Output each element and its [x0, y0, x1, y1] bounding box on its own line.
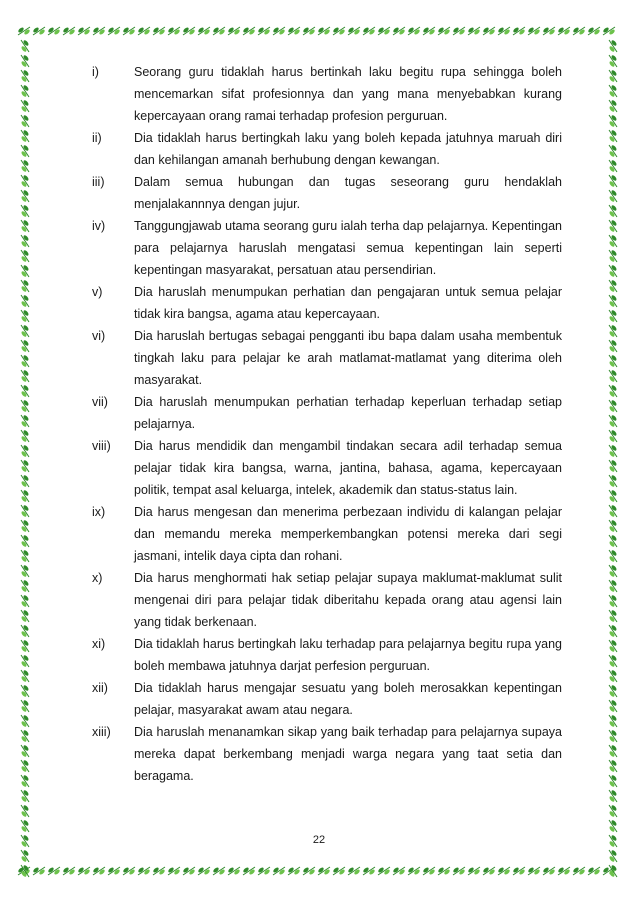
leaf-icon: [21, 489, 30, 502]
item-number: xi): [92, 637, 106, 651]
leaf-icon: [609, 429, 618, 442]
leaf-icon: [21, 279, 30, 292]
leaf-icon: [21, 744, 30, 757]
item-number: vii): [92, 395, 108, 409]
leaf-icon: [62, 27, 75, 36]
list-item: [92, 127, 562, 171]
item-text: Dia haruslah menanamkan sikap yang baik terhadap para pelajarnya supaya mereka dapat berkembang menjadi warga negara yang taat setia dan beragama.: [134, 725, 562, 783]
leaf-icon: [609, 744, 618, 757]
leaf-icon: [452, 867, 465, 876]
leaf-icon: [422, 27, 435, 36]
list-item: [92, 501, 562, 567]
leaf-icon: [227, 867, 240, 876]
leaf-icon: [609, 84, 618, 97]
leaf-icon: [137, 867, 150, 876]
leaf-icon: [609, 354, 618, 367]
leaf-icon: [21, 609, 30, 622]
leaf-icon: [21, 309, 30, 322]
leaf-icon: [21, 159, 30, 172]
leaf-icon: [21, 624, 30, 637]
leaf-icon: [227, 27, 240, 36]
item-number: iv): [92, 219, 106, 233]
leaf-icon: [609, 864, 618, 877]
leaf-icon: [467, 27, 480, 36]
leaf-icon: [609, 579, 618, 592]
leaf-icon: [572, 27, 585, 36]
leaf-icon: [609, 99, 618, 112]
leaf-icon: [317, 27, 330, 36]
leaf-icon: [152, 27, 165, 36]
page-number: 22: [312, 834, 326, 846]
leaf-icon: [21, 699, 30, 712]
leaf-icon: [377, 867, 390, 876]
leaf-icon: [242, 27, 255, 36]
decorative-leaf-border-top: [16, 22, 622, 40]
leaf-icon: [257, 27, 270, 36]
leaf-icon: [609, 459, 618, 472]
leaf-icon: [609, 819, 618, 832]
list-item: [92, 677, 562, 721]
leaf-icon: [21, 99, 30, 112]
leaf-icon: [21, 54, 30, 67]
leaf-icon: [21, 204, 30, 217]
leaf-icon: [21, 639, 30, 652]
list-item: [92, 567, 562, 633]
leaf-icon: [167, 867, 180, 876]
leaf-icon: [609, 444, 618, 457]
leaf-icon: [587, 867, 600, 876]
leaf-icon: [527, 867, 540, 876]
decorative-leaf-border-bottom: [16, 862, 622, 880]
leaf-icon: [609, 684, 618, 697]
leaf-icon: [557, 867, 570, 876]
leaf-icon: [609, 489, 618, 502]
leaf-icon: [21, 819, 30, 832]
leaf-icon: [497, 867, 510, 876]
leaf-icon: [21, 339, 30, 352]
leaf-icon: [21, 534, 30, 547]
leaf-icon: [197, 27, 210, 36]
leaf-icon: [609, 759, 618, 772]
leaf-icon: [21, 354, 30, 367]
leaf-icon: [437, 867, 450, 876]
leaf-icon: [609, 564, 618, 577]
leaf-icon: [482, 867, 495, 876]
leaf-icon: [302, 27, 315, 36]
leaf-icon: [21, 804, 30, 817]
leaf-icon: [21, 684, 30, 697]
leaf-icon: [212, 27, 225, 36]
list-item: [92, 215, 562, 281]
leaf-icon: [609, 609, 618, 622]
leaf-icon: [21, 189, 30, 202]
leaf-icon: [21, 144, 30, 157]
list-item: [92, 435, 562, 501]
leaf-icon: [21, 669, 30, 682]
leaf-icon: [21, 249, 30, 262]
leaf-icon: [21, 729, 30, 742]
item-text: Dia haruslah menumpukan perhatian terhadap keperluan terhadap setiap pelajarnya.: [134, 395, 562, 431]
leaf-icon: [21, 234, 30, 247]
leaf-icon: [609, 279, 618, 292]
leaf-icon: [21, 759, 30, 772]
leaf-icon: [557, 27, 570, 36]
leaf-icon: [362, 27, 375, 36]
item-number: xii): [92, 681, 108, 695]
decorative-leaf-border-left: [16, 22, 34, 880]
leaf-icon: [21, 219, 30, 232]
leaf-icon: [512, 867, 525, 876]
leaf-icon: [257, 867, 270, 876]
leaf-icon: [47, 27, 60, 36]
leaf-icon: [609, 549, 618, 562]
leaf-icon: [21, 594, 30, 607]
leaf-icon: [21, 369, 30, 382]
item-number: i): [92, 65, 99, 79]
item-number: vi): [92, 329, 106, 343]
leaf-icon: [609, 624, 618, 637]
leaf-icon: [21, 429, 30, 442]
leaf-icon: [609, 384, 618, 397]
leaf-icon: [609, 774, 618, 787]
leaf-icon: [609, 594, 618, 607]
leaf-icon: [512, 27, 525, 36]
list-item: [92, 61, 562, 127]
leaf-icon: [609, 309, 618, 322]
leaf-icon: [122, 867, 135, 876]
item-text: Dia harus menghormati hak setiap pelajar supaya maklumat-maklumat sulit mengenai diri para pelajar tidak diberitahu kepada orang atau agensi lain yang tidak berkenaan.: [134, 571, 562, 629]
leaf-icon: [272, 867, 285, 876]
leaf-icon: [609, 324, 618, 337]
item-number: xiii): [92, 725, 111, 739]
item-text: Dia haruslah bertugas sebagai pengganti ibu bapa dalam usaha membentuk tingkah laku para pelajar ke arah matlamat-matlamat yang diterima oleh masyarakat.: [134, 329, 562, 387]
leaf-icon: [317, 867, 330, 876]
leaf-icon: [609, 504, 618, 517]
leaf-icon: [609, 789, 618, 802]
leaf-icon: [347, 27, 360, 36]
leaf-icon: [107, 867, 120, 876]
leaf-icon: [21, 714, 30, 727]
leaf-icon: [21, 114, 30, 127]
leaf-icon: [92, 27, 105, 36]
leaf-icon: [21, 399, 30, 412]
leaf-icon: [609, 114, 618, 127]
leaf-icon: [609, 714, 618, 727]
leaf-icon: [167, 27, 180, 36]
leaf-icon: [609, 399, 618, 412]
leaf-icon: [21, 69, 30, 82]
leaf-icon: [347, 867, 360, 876]
leaf-icon: [437, 27, 450, 36]
leaf-icon: [609, 339, 618, 352]
leaf-icon: [302, 867, 315, 876]
item-text: Tanggungjawab utama seorang guru ialah terha dap pelajarnya. Kepentingan para pelajarnya haruslah mengatasi semua kepentingan lain seperti kepentingan masyarakat, persatuan atau persendirian.: [134, 219, 562, 277]
leaf-icon: [21, 264, 30, 277]
item-text: Dia tidaklah harus mengajar sesuatu yang boleh merosakkan kepentingan pelajar, masyarakat awam atau negara.: [134, 681, 562, 717]
leaf-icon: [609, 144, 618, 157]
leaf-icon: [572, 867, 585, 876]
item-text: Dia haruslah menumpukan perhatian dan pengajaran untuk semua pelajar tidak kira bangsa, agama atau kepercayaan.: [134, 285, 562, 321]
leaf-icon: [542, 27, 555, 36]
leaf-icon: [21, 774, 30, 787]
leaf-icon: [482, 27, 495, 36]
leaf-icon: [21, 654, 30, 667]
leaf-icon: [609, 534, 618, 547]
leaf-icon: [197, 867, 210, 876]
leaf-icon: [152, 867, 165, 876]
item-number: ii): [92, 131, 102, 145]
leaf-icon: [21, 459, 30, 472]
leaf-icon: [21, 864, 30, 877]
leaf-icon: [609, 414, 618, 427]
leaf-icon: [609, 204, 618, 217]
leaf-icon: [609, 69, 618, 82]
decorative-leaf-border-right: [604, 22, 622, 880]
leaf-icon: [77, 27, 90, 36]
item-number: ix): [92, 505, 106, 519]
leaf-icon: [21, 504, 30, 517]
leaf-icon: [407, 27, 420, 36]
leaf-icon: [609, 234, 618, 247]
leaf-icon: [422, 867, 435, 876]
list-item: [92, 281, 562, 325]
leaf-icon: [452, 27, 465, 36]
leaf-icon: [21, 414, 30, 427]
leaf-icon: [392, 867, 405, 876]
leaf-icon: [392, 27, 405, 36]
leaf-icon: [609, 189, 618, 202]
leaf-icon: [21, 384, 30, 397]
leaf-icon: [609, 654, 618, 667]
leaf-icon: [77, 867, 90, 876]
leaf-icon: [21, 129, 30, 142]
leaf-icon: [47, 867, 60, 876]
leaf-icon: [609, 669, 618, 682]
leaf-icon: [32, 27, 45, 36]
leaf-icon: [272, 27, 285, 36]
list-item: [92, 721, 562, 787]
leaf-icon: [137, 27, 150, 36]
item-text: Dia tidaklah harus bertingkah laku yang boleh kepada jatuhnya maruah diri dan kehilangan amanah berhubung dengan kewangan.: [134, 131, 562, 167]
leaf-icon: [497, 27, 510, 36]
item-text: Dia tidaklah harus bertingkah laku terhadap para pelajarnya begitu rupa yang boleh membawa jatuhnya darjat perfesion perguruan.: [134, 637, 562, 673]
leaf-icon: [609, 729, 618, 742]
leaf-icon: [609, 519, 618, 532]
leaf-icon: [609, 54, 618, 67]
list-item: [92, 171, 562, 215]
list-item: [92, 325, 562, 391]
leaf-icon: [21, 324, 30, 337]
leaf-icon: [609, 699, 618, 712]
leaf-icon: [21, 579, 30, 592]
leaf-icon: [609, 639, 618, 652]
list-item: [92, 391, 562, 435]
leaf-icon: [107, 27, 120, 36]
leaf-icon: [609, 804, 618, 817]
leaf-icon: [21, 564, 30, 577]
leaf-icon: [21, 519, 30, 532]
leaf-icon: [609, 39, 618, 52]
leaf-icon: [609, 249, 618, 262]
leaf-icon: [21, 549, 30, 562]
item-number: viii): [92, 439, 111, 453]
item-text: Dalam semua hubungan dan tugas seseorang guru hendaklah menjalakannnya dengan jujur.: [134, 175, 562, 211]
leaf-icon: [287, 867, 300, 876]
leaf-icon: [609, 129, 618, 142]
leaf-icon: [242, 867, 255, 876]
item-number: x): [92, 571, 103, 585]
leaf-icon: [609, 159, 618, 172]
leaf-icon: [122, 27, 135, 36]
leaf-icon: [62, 867, 75, 876]
leaf-icon: [609, 849, 618, 862]
leaf-icon: [182, 867, 195, 876]
leaf-icon: [332, 867, 345, 876]
leaf-icon: [32, 867, 45, 876]
leaf-icon: [21, 84, 30, 97]
leaf-icon: [407, 867, 420, 876]
leaf-icon: [467, 867, 480, 876]
leaf-icon: [21, 789, 30, 802]
leaf-icon: [587, 27, 600, 36]
leaf-icon: [609, 264, 618, 277]
leaf-icon: [182, 27, 195, 36]
leaf-icon: [609, 174, 618, 187]
leaf-icon: [609, 294, 618, 307]
leaf-icon: [21, 294, 30, 307]
leaf-icon: [362, 867, 375, 876]
item-text: Seorang guru tidaklah harus bertinkah laku begitu rupa sehingga boleh mencemarkan sifat profesionnya dan yang mana menyebabkan kurang kepercayaan orang ramai terhadap profesion perguruan.: [134, 65, 562, 123]
item-number: iii): [92, 175, 105, 189]
leaf-icon: [332, 27, 345, 36]
leaf-icon: [21, 849, 30, 862]
leaf-icon: [377, 27, 390, 36]
leaf-icon: [21, 444, 30, 457]
leaf-icon: [609, 474, 618, 487]
item-number: v): [92, 285, 103, 299]
item-text: Dia harus mendidik dan mengambil tindakan secara adil terhadap semua pelajar tidak kira bangsa, warna, jantina, bahasa, agama, kepercayaan politik, tempat asal keluarga, intelek, akademik dan status-status lain.: [134, 439, 562, 497]
leaf-icon: [21, 174, 30, 187]
leaf-icon: [527, 27, 540, 36]
leaf-icon: [212, 867, 225, 876]
leaf-icon: [21, 474, 30, 487]
leaf-icon: [287, 27, 300, 36]
leaf-icon: [21, 39, 30, 52]
ethics-list: [92, 61, 562, 787]
leaf-icon: [542, 867, 555, 876]
leaf-icon: [92, 867, 105, 876]
leaf-icon: [609, 369, 618, 382]
leaf-icon: [609, 219, 618, 232]
list-item: [92, 633, 562, 677]
item-text: Dia harus mengesan dan menerima perbezaan individu di kalangan pelajar dan memandu mereka memperkembangkan potensi mereka dari segi jasmani, intelik daya cipta dan rohani.: [134, 505, 562, 563]
